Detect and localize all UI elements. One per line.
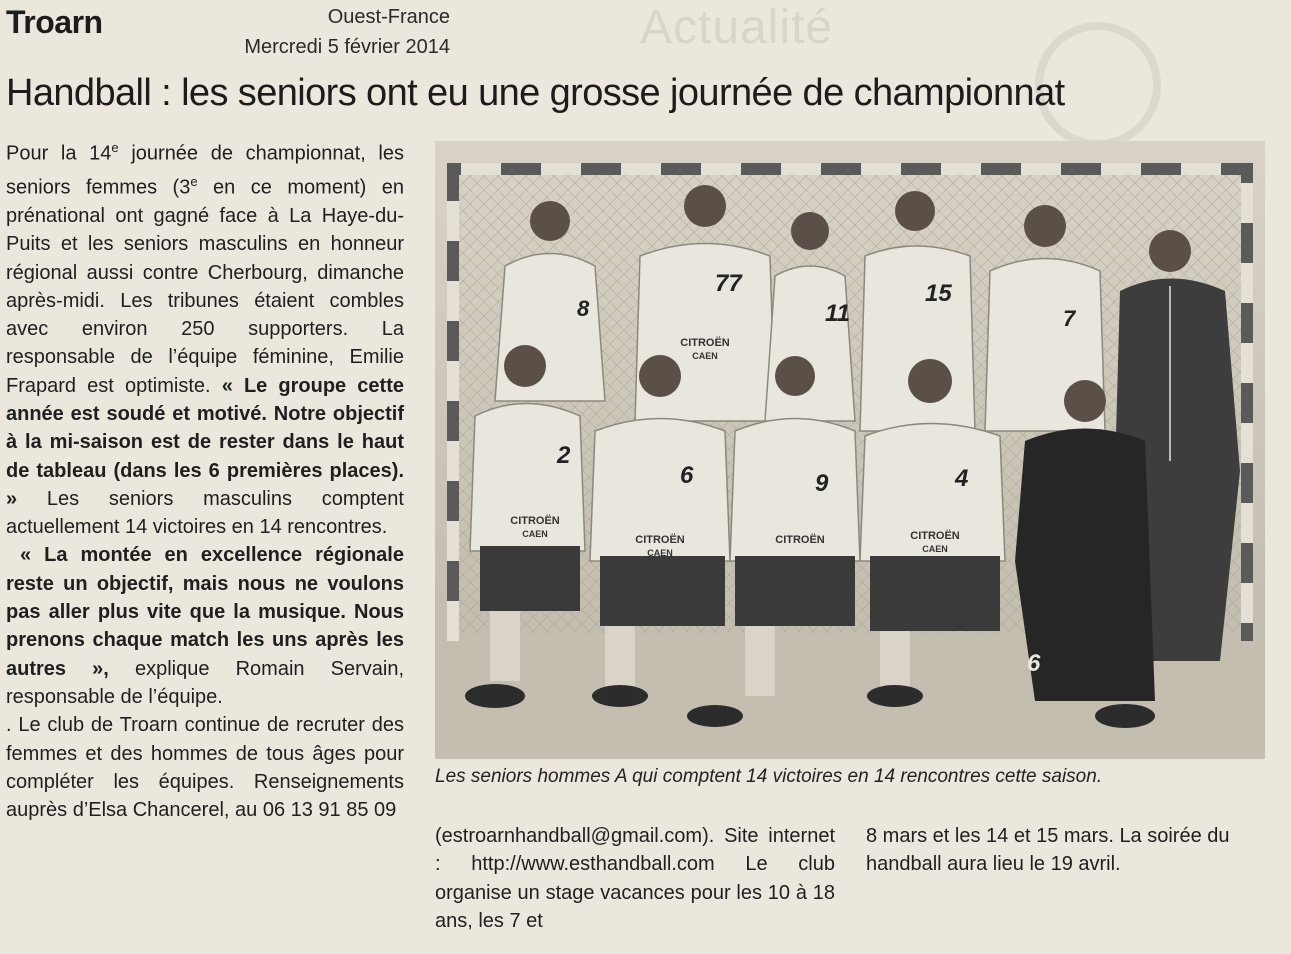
quote-bold: « La montée en excellence régionale reste un objectif, mais nous ne voulons pas aller plus vite que la musique. Nous prenons chaque match les uns après les autres », xyxy=(6,544,404,680)
bleed-through-title: Actualité xyxy=(640,1,834,54)
jersey-number: 11 xyxy=(825,300,850,327)
sponsor-city: CAEN xyxy=(692,351,718,361)
jersey-number: 6 xyxy=(1027,650,1041,677)
text-run: journée de championnat, les seniors femmes (3 xyxy=(6,142,404,199)
paragraph-2 xyxy=(6,541,404,711)
jersey-number: 77 xyxy=(715,270,742,297)
paragraph-1 xyxy=(6,134,404,541)
sponsor-city: CAEN xyxy=(647,548,673,558)
jersey-number: 4 xyxy=(955,465,969,492)
newspaper-name: Ouest-France xyxy=(327,6,450,28)
jersey-number: 15 xyxy=(925,280,952,307)
sponsor-label: CITROËN xyxy=(635,534,685,546)
article-column-2: (estroarnhandball@gmail.com). Site internet : http://www.esthandball.com Le club organise un stage vacances pour les 10 à 18 ans, les 7 et xyxy=(435,825,835,932)
paragraph-3: . Le club de Troarn continue de recruter des femmes et des hommes de tous âges pour compléter les équipes. Renseignements auprès d’Elsa Chancerel, au 06 13 91 85 09 xyxy=(6,714,404,822)
text-run: Les seniors masculins comptent actuellement 14 victoires en 14 rencontres. xyxy=(6,487,404,539)
section-title: Troarn xyxy=(6,4,103,40)
sponsor-city: CAEN xyxy=(922,544,948,554)
jersey-number: 8 xyxy=(577,296,590,321)
article-headline: Handball : les seniors ont eu une grosse journée de championnat xyxy=(6,72,1065,114)
jersey-number: 9 xyxy=(815,470,829,497)
team-photo xyxy=(435,141,1265,759)
sponsor-label: CITROËN xyxy=(910,530,960,542)
text-run: Pour la 14 xyxy=(6,142,112,165)
superscript: e xyxy=(190,173,198,189)
article-column-3: 8 mars et les 14 et 15 mars. La soirée du handball aura lieu le 19 avril. xyxy=(866,825,1230,876)
publication-date: Mercredi 5 février 2014 xyxy=(244,36,450,58)
text-run: en ce moment) en prénational ont gagné face à La Haye-du-Puits et les seniors masculins en honneur régional aussi contre Cherbourg, dimanche après-midi. Les tribunes étaient combles avec environ 250 supporters. La responsable de l’équipe féminine, Emilie Frapard est optimiste. xyxy=(6,176,405,397)
quote-bold: « Le groupe cette année est soudé et motivé. Notre objectif à la mi-saison est de rester dans le haut de tableau (dans les 6 premières places). » xyxy=(6,374,404,510)
jersey-number: 6 xyxy=(680,462,694,489)
sponsor-label: CITROËN xyxy=(680,337,730,349)
sponsor-city: CAEN xyxy=(522,529,548,539)
jersey-number: 7 xyxy=(1063,306,1076,331)
superscript: e xyxy=(111,140,119,155)
sponsor-label: CITROËN xyxy=(510,515,560,527)
publication-info xyxy=(200,2,450,62)
jersey-number: 2 xyxy=(557,442,571,469)
article-column-1 xyxy=(6,134,404,824)
photo-caption: Les seniors hommes A qui comptent 14 victoires en 14 rencontres cette saison. xyxy=(435,766,1103,787)
sponsor-label: CITROËN xyxy=(775,534,825,546)
text-run: explique Romain Servain, responsable de l’équipe. xyxy=(6,657,404,708)
